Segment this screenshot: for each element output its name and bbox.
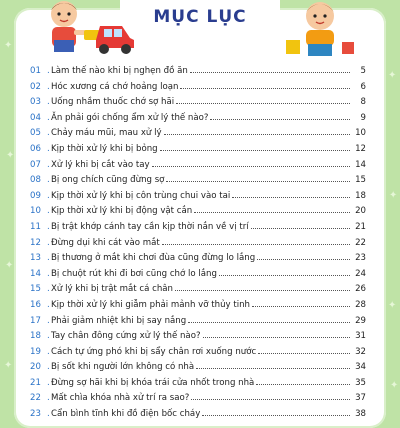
toc-entry-separator: . xyxy=(47,237,50,248)
toc-entry[interactable] xyxy=(30,80,366,96)
toc-entry-number: 17 xyxy=(30,315,41,326)
toc-entry-page: 38 xyxy=(355,409,366,420)
toc-entry-number: 06 xyxy=(30,143,41,154)
toc-entry[interactable] xyxy=(30,158,366,174)
toc-entry-title: Bị trật khớp cánh tay cần kịp thời nắn về vị trí xyxy=(51,221,249,232)
toc-entry-separator: . xyxy=(47,331,50,342)
toc-entry[interactable] xyxy=(30,282,366,298)
toc-entry-page: 20 xyxy=(355,206,366,217)
toc-entry-separator: . xyxy=(47,315,50,326)
toc-entry-page: 6 xyxy=(360,81,366,92)
toc-leader-dots xyxy=(252,306,350,307)
page-title: MỤC LỤC xyxy=(153,7,247,27)
toc-entry-number: 15 xyxy=(30,284,41,295)
toc-entry-page: 22 xyxy=(355,237,366,248)
toc-entry-number: 22 xyxy=(30,393,41,404)
toc-entry-page: 31 xyxy=(355,331,366,342)
toc-entry[interactable] xyxy=(30,329,366,345)
toc-entry-number: 23 xyxy=(30,409,41,420)
toc-entry-title: Mất chìa khóa nhà xử trí ra sao? xyxy=(51,393,190,404)
table-of-contents xyxy=(30,64,366,423)
toc-entry-page: 34 xyxy=(355,362,366,373)
toc-entry-separator: . xyxy=(47,377,50,388)
toc-entry-page: 24 xyxy=(355,268,366,279)
toc-entry-separator: . xyxy=(47,206,50,217)
toc-leader-dots xyxy=(257,259,350,260)
toc-leader-dots xyxy=(258,353,350,354)
toc-entry-page: 21 xyxy=(355,221,366,232)
toc-entry-number: 07 xyxy=(30,159,41,170)
toc-entry-number: 04 xyxy=(30,112,41,123)
toc-entry-number: 13 xyxy=(30,253,41,264)
toc-leader-dots xyxy=(188,322,350,323)
toc-entry-number: 02 xyxy=(30,81,41,92)
toc-entry-title: Cách tự ứng phó khi bị sẩy chân rơi xuống nước xyxy=(51,346,257,357)
toc-leader-dots xyxy=(175,290,350,291)
toc-entry-separator: . xyxy=(47,346,50,357)
toc-entry-title: Đừng sợ hãi khi bị khóa trái cửa nhốt trong nhà xyxy=(51,377,255,388)
toc-leader-dots xyxy=(232,197,350,198)
toc-entry-separator: . xyxy=(47,299,50,310)
toc-leader-dots xyxy=(152,166,350,167)
toc-entry-title: Bị sốt khi người lớn không có nhà xyxy=(51,362,195,373)
toc-entry-separator: . xyxy=(47,268,50,279)
toc-entry[interactable] xyxy=(30,95,366,111)
toc-entry-page: 29 xyxy=(355,315,366,326)
toc-entry[interactable] xyxy=(30,236,366,252)
toc-entry-number: 11 xyxy=(30,221,41,232)
toc-entry-number: 08 xyxy=(30,175,41,186)
toc-entry-separator: . xyxy=(47,362,50,373)
toc-entry-page: 26 xyxy=(355,284,366,295)
toc-entry-separator: . xyxy=(47,393,50,404)
toc-entry-title: Hóc xương cá chớ hoảng loạn xyxy=(51,81,179,92)
toc-entry[interactable] xyxy=(30,251,366,267)
toc-leader-dots xyxy=(160,150,350,151)
toc-entry-page: 23 xyxy=(355,253,366,264)
toc-leader-dots xyxy=(196,368,350,369)
toc-entry-separator: . xyxy=(47,409,50,420)
toc-entry-title: Kịp thời xử lý khi giẫm phải mảnh vỡ thủy tinh xyxy=(51,299,250,310)
toc-entry-page: 8 xyxy=(360,97,366,108)
title-tab xyxy=(120,0,280,34)
toc-entry-number: 10 xyxy=(30,206,41,217)
toc-entry-title: Kịp thời xử lý khi bị động vật cắn xyxy=(51,206,193,217)
toc-entry-number: 05 xyxy=(30,128,41,139)
toc-entry-separator: . xyxy=(47,81,50,92)
toc-entry-title: Bị thương ở mắt khi chơi đùa cũng đừng lo lắng xyxy=(51,253,256,264)
toc-leader-dots xyxy=(176,103,350,104)
toc-entry-page: 32 xyxy=(355,346,366,357)
toc-entry-separator: . xyxy=(47,284,50,295)
toc-leader-dots xyxy=(194,212,350,213)
toc-entry-number: 09 xyxy=(30,190,41,201)
toc-entry-title: Đừng dụi khi cát vào mắt xyxy=(51,237,160,248)
toc-entry[interactable] xyxy=(30,345,366,361)
toc-entry-title: Xử lý khi bị cắt vào tay xyxy=(51,159,150,170)
toc-entry-separator: . xyxy=(47,128,50,139)
toc-entry-page: 9 xyxy=(360,112,366,123)
toc-entry-title: Ăn phải gói chống ẩm xử lý thế nào? xyxy=(51,112,209,123)
toc-entry[interactable] xyxy=(30,64,366,80)
toc-entry-page: 14 xyxy=(355,159,366,170)
toc-leader-dots xyxy=(190,72,350,73)
toc-entry-number: 18 xyxy=(30,331,41,342)
boy-with-blocks-illustration xyxy=(282,0,362,58)
background-stars: ✦ ✦ ✦ ✦ ✦ ✦ ✦ ✦ xyxy=(4,40,399,391)
toc-entry[interactable] xyxy=(30,220,366,236)
toc-leader-dots xyxy=(166,181,350,182)
toc-entry-title: Phải giảm nhiệt khi bị say nắng xyxy=(51,315,187,326)
toc-entry[interactable] xyxy=(30,298,366,314)
toc-entry-title: Tay chân đông cứng xử lý thế nào? xyxy=(51,331,201,342)
toc-leader-dots xyxy=(162,244,350,245)
toc-leader-dots xyxy=(203,337,350,338)
toc-entry-number: 16 xyxy=(30,299,41,310)
toc-entry-number: 21 xyxy=(30,377,41,388)
toc-entry-page: 5 xyxy=(360,66,366,76)
toc-entry-separator: . xyxy=(47,112,50,123)
toc-entry[interactable] xyxy=(30,189,366,205)
toc-entry-separator: . xyxy=(47,143,50,154)
toc-entry-separator: . xyxy=(47,66,50,76)
toc-entry-title: Làm thế nào khi bị nghẹn đồ ăn xyxy=(51,66,188,76)
toc-entry-title: Chảy máu mũi, mau xử lý xyxy=(51,128,162,139)
toc-entry-separator: . xyxy=(47,253,50,264)
toc-entry-separator: . xyxy=(47,221,50,232)
toc-entry[interactable] xyxy=(30,204,366,220)
toc-entry-separator: . xyxy=(47,175,50,186)
toc-entry[interactable] xyxy=(30,407,366,423)
toc-entry-number: 12 xyxy=(30,237,41,248)
toc-leader-dots xyxy=(210,119,350,120)
toc-leader-dots xyxy=(219,275,350,276)
toc-leader-dots xyxy=(256,384,350,385)
toc-entry-page: 15 xyxy=(355,175,366,186)
toc-entry[interactable] xyxy=(30,267,366,283)
toc-entry-page: 10 xyxy=(355,128,366,139)
toc-leader-dots xyxy=(251,228,350,229)
toc-entry-page: 12 xyxy=(355,143,366,154)
toc-entry-number: 01 xyxy=(30,66,41,76)
toc-entry-number: 03 xyxy=(30,97,41,108)
toc-leader-dots xyxy=(180,88,350,89)
toc-entry-number: 14 xyxy=(30,268,41,279)
toc-entry[interactable] xyxy=(30,111,366,127)
toc-entry[interactable] xyxy=(30,391,366,407)
toc-entry[interactable] xyxy=(30,376,366,392)
toc-entry[interactable] xyxy=(30,173,366,189)
toc-entry-page: 37 xyxy=(355,393,366,404)
toc-entry-number: 19 xyxy=(30,346,41,357)
toc-leader-dots xyxy=(164,134,350,135)
toc-entry-title: Bị chuột rút khi đi bơi cũng chớ lo lắng xyxy=(51,268,217,279)
toc-entry-number: 20 xyxy=(30,362,41,373)
toc-leader-dots xyxy=(202,415,350,416)
toc-entry-page: 35 xyxy=(355,377,366,388)
toc-entry-title: Bị ong chích cũng đừng sợ xyxy=(51,175,165,186)
toc-entry-separator: . xyxy=(47,159,50,170)
toc-entry-title: Cẩn bình tĩnh khi đồ điện bốc cháy xyxy=(51,409,201,420)
toc-entry[interactable] xyxy=(30,360,366,376)
toc-entry[interactable] xyxy=(30,126,366,142)
toc-entry[interactable] xyxy=(30,142,366,158)
toc-entry-page: 18 xyxy=(355,190,366,201)
toc-entry-title: Xử lý khi bị trật mắt cá chân xyxy=(51,284,174,295)
toc-entry-separator: . xyxy=(47,97,50,108)
toc-entry-page: 28 xyxy=(355,299,366,310)
toc-entry-title: Kịp thời xử lý khi bị côn trùng chui vào tai xyxy=(51,190,231,201)
toc-entry-separator: . xyxy=(47,190,50,201)
toc-entry-title: Kịp thời xử lý khi bị bỏng xyxy=(51,143,158,154)
toc-entry[interactable] xyxy=(30,314,366,330)
toc-entry-title: Uống nhầm thuốc chớ sợ hãi xyxy=(51,97,175,108)
